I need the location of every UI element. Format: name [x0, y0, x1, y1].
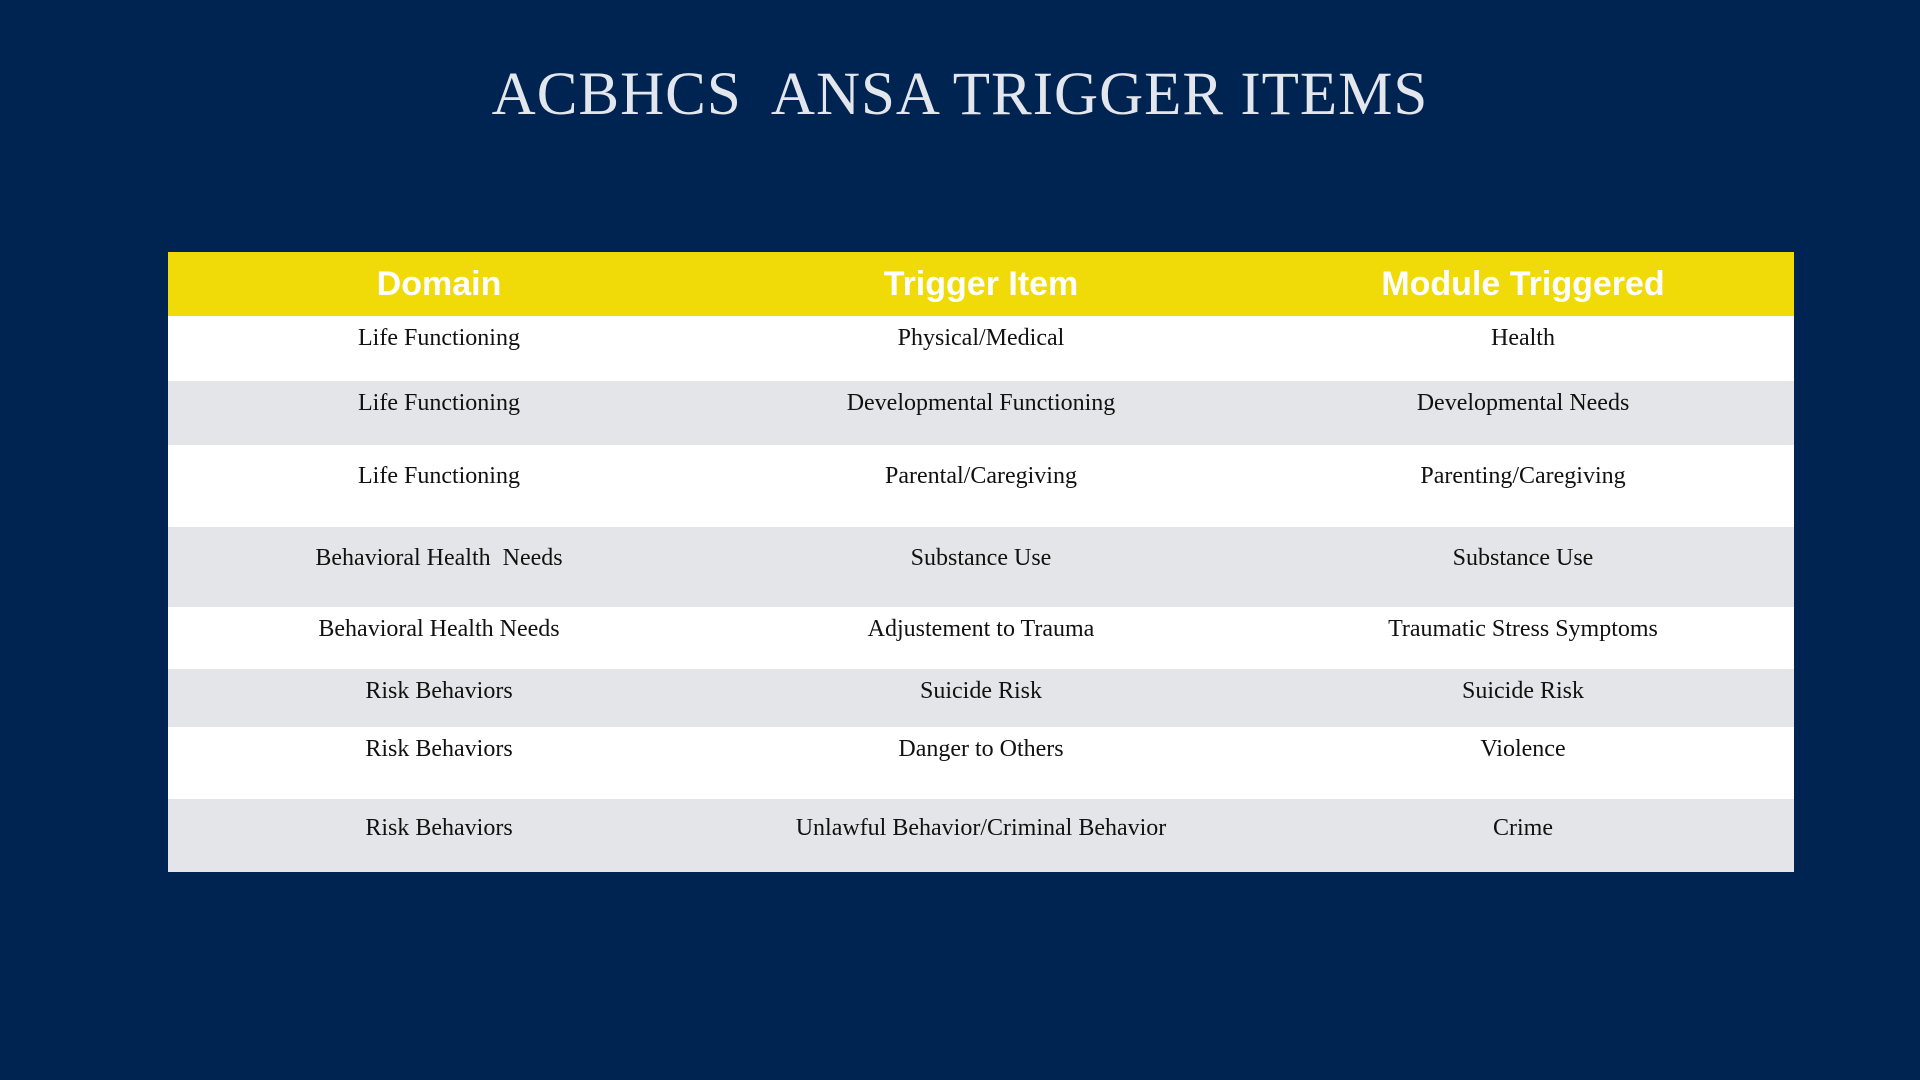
header-module-triggered: Module Triggered — [1252, 252, 1794, 316]
cell-trigger-item: Danger to Others — [710, 727, 1252, 799]
cell-domain: Risk Behaviors — [168, 799, 710, 872]
cell-module-triggered: Substance Use — [1252, 527, 1794, 607]
cell-domain: Risk Behaviors — [168, 727, 710, 799]
cell-trigger-item: Developmental Functioning — [710, 381, 1252, 445]
cell-trigger-item: Adjustement to Trauma — [710, 607, 1252, 669]
table-row — [168, 316, 1794, 381]
table-row — [168, 727, 1794, 799]
cell-domain: Behavioral Health Needs — [168, 607, 710, 669]
cell-module-triggered: Suicide Risk — [1252, 669, 1794, 727]
cell-trigger-item: Parental/Caregiving — [710, 445, 1252, 527]
cell-domain: Risk Behaviors — [168, 669, 710, 727]
header-domain: Domain — [168, 252, 710, 316]
cell-module-triggered: Health — [1252, 316, 1794, 381]
trigger-items-table — [168, 252, 1794, 872]
cell-trigger-item: Physical/Medical — [710, 316, 1252, 381]
table-row — [168, 607, 1794, 669]
table-header-row — [168, 252, 1794, 316]
header-trigger-item: Trigger Item — [710, 252, 1252, 316]
table-row — [168, 381, 1794, 445]
table-row — [168, 445, 1794, 527]
cell-module-triggered: Traumatic Stress Symptoms — [1252, 607, 1794, 669]
table-row — [168, 527, 1794, 607]
cell-module-triggered: Violence — [1252, 727, 1794, 799]
table-row — [168, 669, 1794, 727]
cell-module-triggered: Developmental Needs — [1252, 381, 1794, 445]
cell-domain: Behavioral Health Needs — [168, 527, 710, 607]
table-row — [168, 799, 1794, 872]
cell-domain: Life Functioning — [168, 381, 710, 445]
cell-module-triggered: Parenting/Caregiving — [1252, 445, 1794, 527]
cell-trigger-item: Suicide Risk — [710, 669, 1252, 727]
cell-domain: Life Functioning — [168, 316, 710, 381]
slide-title: ACBHCS ANSA TRIGGER ITEMS — [491, 61, 1429, 128]
cell-trigger-item: Unlawful Behavior/Criminal Behavior — [710, 799, 1252, 872]
cell-module-triggered: Crime — [1252, 799, 1794, 872]
cell-domain: Life Functioning — [168, 445, 710, 527]
cell-trigger-item: Substance Use — [710, 527, 1252, 607]
